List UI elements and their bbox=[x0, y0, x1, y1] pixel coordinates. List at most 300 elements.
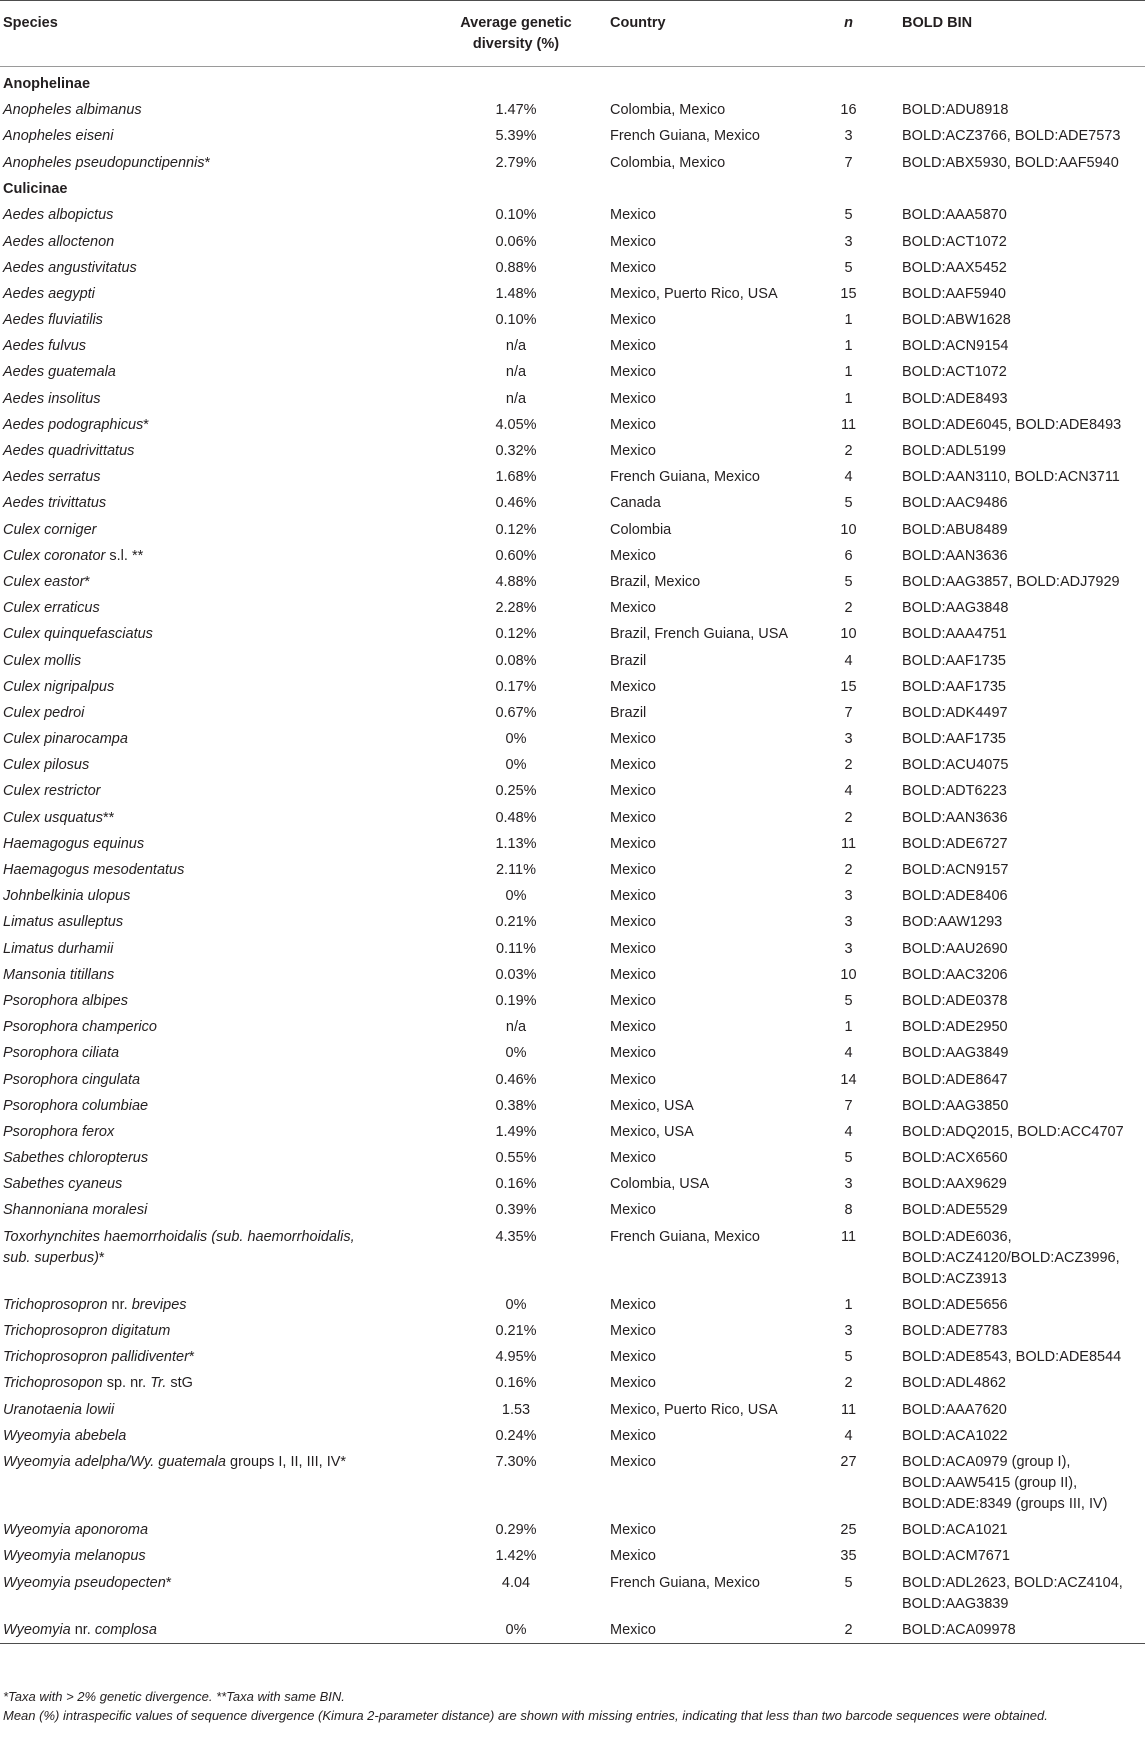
species-cell bbox=[0, 412, 397, 438]
n-cell: 3 bbox=[844, 940, 853, 957]
bold-bin-cell: BOLD:AAC3206 bbox=[902, 966, 1008, 983]
header-species: Species bbox=[0, 1, 397, 67]
bold-bin-cell: BOLD:AAF1735 bbox=[902, 652, 1006, 669]
country-cell: Brazil bbox=[610, 704, 647, 721]
n-cell: 11 bbox=[840, 835, 857, 852]
species-cell bbox=[0, 910, 397, 936]
n-cell: 1 bbox=[844, 312, 853, 329]
n-cell: 3 bbox=[844, 128, 853, 145]
n-cell: 2 bbox=[844, 443, 853, 460]
n-cell: 3 bbox=[844, 731, 853, 748]
country-cell: Brazil bbox=[610, 652, 647, 669]
country-cell: Mexico bbox=[610, 338, 656, 355]
n-cell: 2 bbox=[844, 862, 853, 879]
country-cell: Mexico bbox=[610, 233, 656, 250]
bold-bin-cell: BOLD:AAF1735 bbox=[902, 678, 1006, 695]
species-name: Culex pedroi bbox=[3, 704, 85, 721]
species-cell bbox=[0, 1041, 397, 1067]
diversity-cell: 0.16% bbox=[495, 1176, 537, 1193]
country-cell: Mexico bbox=[610, 678, 656, 695]
table-row bbox=[0, 1518, 1145, 1544]
table-row bbox=[0, 648, 1145, 674]
bold-bin-cell: BOLD:AAF1735 bbox=[902, 731, 1006, 748]
species-name: Wyeomyia aponoroma bbox=[3, 1522, 149, 1539]
species-name: Aedes albopictus bbox=[3, 207, 114, 224]
diversity-cell: 0% bbox=[397, 1617, 602, 1644]
species-qualifier: * bbox=[165, 1574, 172, 1591]
bold-bin-cell: BOLD:AAA5870 bbox=[902, 207, 1007, 224]
bold-bin-cell: BOLD:ADE6045, BOLD:ADE8493 bbox=[902, 416, 1122, 433]
diversity-cell: 4.35% bbox=[495, 1228, 537, 1245]
species-name: Aedes trivittatus bbox=[3, 495, 107, 512]
diversity-cell: 0.12% bbox=[495, 626, 537, 643]
table-row bbox=[0, 1371, 1145, 1397]
diversity-cell: 0.03% bbox=[495, 966, 537, 983]
bold-bin-cell: BOLD:ADE7783 bbox=[902, 1323, 1008, 1340]
bold-bin-cell: BOLD:ADE5656 bbox=[902, 1296, 1008, 1313]
bold-bin-cell: BOLD:ACM7671 bbox=[902, 1548, 1010, 1565]
species-name: Wyeomyia pseudopecten bbox=[3, 1574, 166, 1591]
n-cell: 5 bbox=[844, 1574, 853, 1591]
diversity-cell: 1.48% bbox=[495, 285, 537, 302]
species-name: Wyeomyia adelpha/Wy. guatemala bbox=[3, 1453, 226, 1470]
species-name: Culex pinarocampa bbox=[3, 731, 128, 748]
country-cell: French Guiana, Mexico bbox=[610, 1574, 760, 1591]
species-name: Aedes podographicus bbox=[3, 416, 144, 433]
species-cell bbox=[0, 753, 397, 779]
table-row bbox=[0, 308, 1145, 334]
n-cell: 3 bbox=[844, 233, 853, 250]
country-cell: Mexico bbox=[610, 312, 656, 329]
group-row bbox=[0, 176, 1145, 203]
diversity-cell: 2.28% bbox=[495, 600, 537, 617]
n-cell: 8 bbox=[844, 1202, 853, 1219]
species-cell bbox=[0, 1224, 397, 1292]
n-cell: 5 bbox=[844, 207, 853, 224]
table-row bbox=[0, 1093, 1145, 1119]
diversity-cell: 0.12% bbox=[495, 521, 537, 538]
species-cell bbox=[0, 1544, 397, 1570]
bold-bin-cell: BOLD:ADT6223 bbox=[902, 783, 1007, 800]
table-row bbox=[0, 124, 1145, 150]
species-qualifier: ** bbox=[102, 809, 115, 826]
diversity-cell: 4.95% bbox=[495, 1349, 537, 1366]
country-cell: Mexico bbox=[610, 835, 656, 852]
species-cell bbox=[0, 596, 397, 622]
species-name: Limatus durhamii bbox=[3, 940, 114, 957]
bold-bin-cell: BOLD:ABU8489 bbox=[902, 521, 1008, 538]
country-cell: French Guiana, Mexico bbox=[610, 469, 760, 486]
country-cell: Mexico bbox=[610, 1150, 656, 1167]
species-name: Culex pilosus bbox=[3, 757, 90, 774]
diversity-cell: 0.55% bbox=[495, 1150, 537, 1167]
country-cell: Mexico bbox=[610, 1522, 656, 1539]
n-cell: 5 bbox=[844, 992, 853, 1009]
bold-bin-cell: BOLD:AAN3110, BOLD:ACN3711 bbox=[902, 469, 1120, 486]
diversity-cell: 2.11% bbox=[495, 862, 537, 879]
species-name: Trichoprosopron bbox=[3, 1296, 108, 1313]
n-cell: 1 bbox=[844, 338, 853, 355]
species-name: Culex restrictor bbox=[3, 783, 101, 800]
diversity-cell: 0.39% bbox=[495, 1202, 537, 1219]
bold-bin-cell: BOLD:ADE6727 bbox=[902, 835, 1008, 852]
country-cell: Mexico bbox=[610, 443, 656, 460]
species-name: Tr. bbox=[150, 1375, 167, 1392]
species-name: Anopheles eiseni bbox=[3, 128, 114, 145]
diversity-cell: 0.06% bbox=[495, 233, 537, 250]
table-row bbox=[0, 517, 1145, 543]
table-row bbox=[0, 1146, 1145, 1172]
country-cell: Mexico bbox=[610, 1323, 656, 1340]
n-cell: 6 bbox=[844, 547, 853, 564]
species-cell bbox=[0, 203, 397, 229]
table-row bbox=[0, 150, 1145, 176]
species-cell bbox=[0, 1397, 397, 1423]
diversity-cell: 4.04 bbox=[501, 1574, 531, 1591]
group-heading: Culicinae bbox=[3, 181, 68, 198]
diversity-cell: 0.46% bbox=[495, 1071, 537, 1088]
country-cell: Mexico bbox=[610, 783, 656, 800]
species-name: Culex corniger bbox=[3, 521, 97, 538]
species-qualifier: nr. bbox=[70, 1621, 95, 1638]
species-cell bbox=[0, 727, 397, 753]
table-row bbox=[0, 622, 1145, 648]
species-name: Aedes angustivitatus bbox=[3, 259, 137, 276]
n-cell: 3 bbox=[844, 1323, 853, 1340]
n-cell: 5 bbox=[844, 1150, 853, 1167]
species-qualifier: * bbox=[98, 1249, 105, 1266]
species-name: Psorophora albipes bbox=[3, 992, 128, 1009]
table-row bbox=[0, 412, 1145, 438]
table-row bbox=[0, 543, 1145, 569]
header-bold-bin: BOLD BIN bbox=[898, 1, 1145, 67]
species-qualifier: nr. bbox=[107, 1296, 132, 1313]
diversity-cell: 0.46% bbox=[495, 495, 537, 512]
bold-bin-cell: BOLD:AAG3857, BOLD:ADJ7929 bbox=[902, 573, 1120, 590]
n-cell: 3 bbox=[844, 888, 853, 905]
diversity-cell: 0.38% bbox=[495, 1097, 537, 1114]
diversity-cell: 0.88% bbox=[495, 259, 537, 276]
species-cell bbox=[0, 1570, 397, 1617]
country-cell: Mexico bbox=[610, 1071, 656, 1088]
diversity-cell: 1.42% bbox=[495, 1548, 537, 1565]
n-cell: 2 bbox=[844, 1375, 853, 1392]
bold-bin-cell: BOLD:ABW1628 bbox=[902, 312, 1011, 329]
bold-bin-cell: BOLD:AAG3849 bbox=[902, 1045, 1009, 1062]
country-cell: Mexico, USA bbox=[610, 1097, 694, 1114]
species-cell bbox=[0, 674, 397, 700]
species-cell bbox=[0, 936, 397, 962]
country-cell: Mexico bbox=[610, 547, 656, 564]
species-name: Aedes guatemala bbox=[3, 364, 116, 381]
n-cell: 2 bbox=[803, 1617, 898, 1644]
species-name: Culex erraticus bbox=[3, 600, 100, 617]
table-row bbox=[0, 281, 1145, 307]
table-body bbox=[0, 67, 1145, 1644]
n-cell: 4 bbox=[844, 1123, 853, 1140]
species-name: Wyeomyia bbox=[3, 1621, 71, 1638]
species-qualifier: * bbox=[143, 416, 149, 433]
species-cell bbox=[0, 1449, 397, 1517]
table-row bbox=[0, 988, 1145, 1014]
bold-bin-cell: BOLD:ABX5930, BOLD:AAF5940 bbox=[902, 154, 1119, 171]
species-name: Aedes alloctenon bbox=[3, 233, 115, 250]
species-name: Culex coronator bbox=[3, 547, 106, 564]
country-cell: Colombia, USA bbox=[610, 1176, 710, 1193]
table-row bbox=[0, 386, 1145, 412]
n-cell: 2 bbox=[844, 757, 853, 774]
species-cell bbox=[0, 1345, 397, 1371]
species-name: Psorophora ciliata bbox=[3, 1045, 120, 1062]
species-cell bbox=[0, 465, 397, 491]
table-row bbox=[0, 596, 1145, 622]
species-name: Johnbelkinia ulopus bbox=[3, 888, 131, 905]
country-cell: Mexico, Puerto Rico, USA bbox=[610, 1401, 778, 1418]
species-cell bbox=[0, 517, 397, 543]
country-cell: Mexico bbox=[610, 1427, 656, 1444]
n-cell: 11 bbox=[840, 416, 857, 433]
table-row bbox=[0, 779, 1145, 805]
n-cell: 15 bbox=[840, 285, 857, 302]
species-name: Culex nigripalpus bbox=[3, 678, 115, 695]
diversity-cell: 1.49% bbox=[495, 1123, 537, 1140]
diversity-cell: 0.21% bbox=[495, 1323, 537, 1340]
country-cell: Mexico bbox=[610, 966, 656, 983]
species-cell bbox=[0, 334, 397, 360]
n-cell: 25 bbox=[840, 1522, 857, 1539]
header-average-genetic-diversity bbox=[397, 1, 602, 67]
n-cell: 5 bbox=[844, 495, 853, 512]
bold-bin-cell: BOLD:ACA1021 bbox=[902, 1522, 1008, 1539]
species-name: complosa bbox=[94, 1621, 157, 1638]
n-cell: 11 bbox=[840, 1401, 857, 1418]
country-cell: Canada bbox=[610, 495, 661, 512]
table-row bbox=[0, 1119, 1145, 1145]
table-row bbox=[0, 805, 1145, 831]
species-name: Anopheles pseudopunctipennis bbox=[3, 154, 205, 171]
species-cell bbox=[0, 281, 397, 307]
species-cell bbox=[0, 988, 397, 1014]
table-row bbox=[0, 1224, 1145, 1292]
species-cell bbox=[0, 543, 397, 569]
species-cell bbox=[0, 884, 397, 910]
species-qualifier: stG bbox=[166, 1375, 193, 1392]
bold-bin-cell: BOLD:ACT1072 bbox=[902, 233, 1007, 250]
species-cell bbox=[0, 1172, 397, 1198]
n-cell: 5 bbox=[844, 259, 853, 276]
n-cell: 4 bbox=[844, 652, 853, 669]
bold-bin-cell: BOLD:AAA7620 bbox=[902, 1401, 1007, 1418]
n-cell: 1 bbox=[844, 1296, 853, 1313]
country-cell: French Guiana, Mexico bbox=[610, 128, 760, 145]
diversity-cell: n/a bbox=[505, 338, 527, 355]
table-row bbox=[0, 1544, 1145, 1570]
bold-bin-cell: BOLD:ADE8543, BOLD:ADE8544 bbox=[902, 1349, 1122, 1366]
n-cell: 2 bbox=[844, 809, 853, 826]
table-row bbox=[0, 491, 1145, 517]
n-cell: 4 bbox=[844, 783, 853, 800]
species-name: Culex mollis bbox=[3, 652, 82, 669]
species-cell bbox=[0, 1617, 397, 1644]
diversity-cell: 2.79% bbox=[495, 154, 537, 171]
species-name: Culex usquatus bbox=[3, 809, 103, 826]
table-row bbox=[0, 962, 1145, 988]
bold-bin-cell: BOLD:AAX9629 bbox=[902, 1176, 1007, 1193]
species-cell bbox=[0, 360, 397, 386]
country-cell: Mexico bbox=[610, 1375, 656, 1392]
diversity-cell: 1.13% bbox=[495, 835, 537, 852]
species-name: Limatus asulleptus bbox=[3, 914, 124, 931]
diversity-cell: 0.32% bbox=[495, 443, 537, 460]
species-name: Sabethes cyaneus bbox=[3, 1176, 123, 1193]
n-cell: 3 bbox=[844, 1176, 853, 1193]
species-name: Shannoniana moralesi bbox=[3, 1202, 148, 1219]
diversity-cell: 5.39% bbox=[495, 128, 537, 145]
table-row bbox=[0, 1345, 1145, 1371]
diversity-cell: 0.10% bbox=[495, 312, 537, 329]
diversity-cell: 0.08% bbox=[495, 652, 537, 669]
country-cell: Mexico, USA bbox=[610, 1123, 694, 1140]
country-cell: Mexico bbox=[610, 1349, 656, 1366]
table-row bbox=[0, 465, 1145, 491]
species-name: Uranotaenia lowii bbox=[3, 1401, 115, 1418]
country-cell: Colombia, Mexico bbox=[610, 154, 726, 171]
species-cell bbox=[0, 1015, 397, 1041]
table-header bbox=[0, 1, 1145, 67]
n-cell: 10 bbox=[840, 626, 857, 643]
species-cell bbox=[0, 150, 397, 176]
bold-bin-cell: BOLD:ADE0378 bbox=[902, 992, 1008, 1009]
diversity-cell: 1.68% bbox=[495, 469, 537, 486]
table-row bbox=[0, 674, 1145, 700]
country-cell: Colombia, Mexico bbox=[610, 102, 726, 119]
species-name: Trichoprosopron pallidiventer bbox=[3, 1349, 189, 1366]
country-cell: Mexico bbox=[610, 390, 656, 407]
species-cell bbox=[0, 805, 397, 831]
bold-bin-cell: BOLD:AAG3850 bbox=[902, 1097, 1009, 1114]
table-row bbox=[0, 1617, 1145, 1644]
country-cell: Mexico bbox=[610, 862, 656, 879]
table-row bbox=[0, 203, 1145, 229]
bold-bin-cell: BOLD:ADL4862 bbox=[902, 1375, 1006, 1392]
n-cell: 4 bbox=[844, 1427, 853, 1444]
n-cell: 4 bbox=[844, 1045, 853, 1062]
country-cell: Mexico bbox=[610, 1296, 656, 1313]
n-cell: 7 bbox=[844, 1097, 853, 1114]
species-name: Aedes insolitus bbox=[3, 390, 101, 407]
diversity-cell: 0.11% bbox=[495, 940, 537, 957]
table-row bbox=[0, 1449, 1145, 1517]
species-qualifier: sp. nr. bbox=[102, 1375, 151, 1392]
diversity-cell: n/a bbox=[505, 1019, 527, 1036]
bold-bin-cell: BOLD:AAN3636 bbox=[902, 547, 1008, 564]
bold-bin-cell: BOLD:AAN3636 bbox=[902, 809, 1008, 826]
country-cell: Mexico bbox=[610, 914, 656, 931]
n-cell: 16 bbox=[840, 102, 857, 119]
species-qualifier: * bbox=[188, 1349, 195, 1366]
species-name: Psorophora columbiae bbox=[3, 1097, 149, 1114]
species-cell bbox=[0, 569, 397, 595]
species-name: Trichoprosopron digitatum bbox=[3, 1323, 171, 1340]
species-name: Anopheles albimanus bbox=[3, 102, 142, 119]
country-cell: Mexico bbox=[610, 600, 656, 617]
table-row bbox=[0, 229, 1145, 255]
n-cell: 7 bbox=[844, 704, 853, 721]
country-cell: Brazil, French Guiana, USA bbox=[610, 626, 789, 643]
table-row bbox=[0, 360, 1145, 386]
table-row bbox=[0, 1041, 1145, 1067]
species-name: Culex eastor bbox=[3, 573, 85, 590]
header-avg-line1: Average genetic bbox=[460, 15, 572, 31]
country-cell: French Guiana, Mexico bbox=[610, 1228, 760, 1245]
species-cell bbox=[0, 779, 397, 805]
table-row bbox=[0, 727, 1145, 753]
diversity-cell: 0.16% bbox=[495, 1375, 537, 1392]
species-cell bbox=[0, 1518, 397, 1544]
country-cell: Mexico, Puerto Rico, USA bbox=[610, 285, 778, 302]
n-cell: 11 bbox=[840, 1228, 857, 1245]
bold-bin-cell: BOLD:ADE8493 bbox=[902, 390, 1008, 407]
table-row bbox=[0, 831, 1145, 857]
n-cell: 5 bbox=[844, 573, 853, 590]
header-row bbox=[0, 1, 1145, 67]
species-name: Haemagogus mesodentatus bbox=[3, 862, 185, 879]
header-n: n bbox=[803, 1, 898, 67]
species-name: Psorophora cingulata bbox=[3, 1071, 141, 1088]
n-cell: 5 bbox=[844, 1349, 853, 1366]
diversity-cell: 0.60% bbox=[495, 547, 537, 564]
bold-bin-cell: BOLD:ADK4497 bbox=[902, 704, 1008, 721]
bold-bin-cell: BOLD:ACX6560 bbox=[902, 1150, 1008, 1167]
table-row bbox=[0, 1067, 1145, 1093]
n-cell: 10 bbox=[840, 521, 857, 538]
country-cell: Colombia bbox=[610, 521, 672, 538]
table-row bbox=[0, 1423, 1145, 1449]
species-cell bbox=[0, 491, 397, 517]
table-row bbox=[0, 1015, 1145, 1041]
table-row bbox=[0, 1397, 1145, 1423]
species-name: Aedes fulvus bbox=[3, 338, 87, 355]
bold-bin-cell: BOLD:ACZ3766, BOLD:ADE7573 bbox=[902, 128, 1121, 145]
species-cell bbox=[0, 831, 397, 857]
diversity-cell: 1.53 bbox=[501, 1401, 531, 1418]
diversity-cell: 4.05% bbox=[495, 416, 537, 433]
country-cell: Mexico bbox=[610, 259, 656, 276]
diversity-cell: 0% bbox=[505, 888, 527, 905]
species-cell bbox=[0, 622, 397, 648]
diversity-cell: 0.24% bbox=[495, 1427, 537, 1444]
table-row bbox=[0, 1198, 1145, 1224]
table-row bbox=[0, 98, 1145, 124]
species-name: Aedes serratus bbox=[3, 469, 101, 486]
diversity-cell: 0.67% bbox=[495, 704, 537, 721]
table-row bbox=[0, 569, 1145, 595]
species-cell bbox=[0, 648, 397, 674]
diversity-cell: 0.48% bbox=[495, 809, 537, 826]
species-cell bbox=[0, 1318, 397, 1344]
bold-bin-cell: BOLD:ACU4075 bbox=[902, 757, 1009, 774]
species-cell bbox=[0, 1119, 397, 1145]
bold-bin-cell: BOLD:ACA1022 bbox=[902, 1427, 1008, 1444]
bold-bin-cell: BOLD:ADL5199 bbox=[902, 443, 1006, 460]
bold-bin-cell: BOLD:ADE8647 bbox=[902, 1071, 1008, 1088]
table-row bbox=[0, 700, 1145, 726]
country-cell: Mexico bbox=[610, 757, 656, 774]
species-cell bbox=[0, 1146, 397, 1172]
diversity-cell: 0.19% bbox=[495, 992, 537, 1009]
table-row bbox=[0, 255, 1145, 281]
species-cell bbox=[0, 255, 397, 281]
